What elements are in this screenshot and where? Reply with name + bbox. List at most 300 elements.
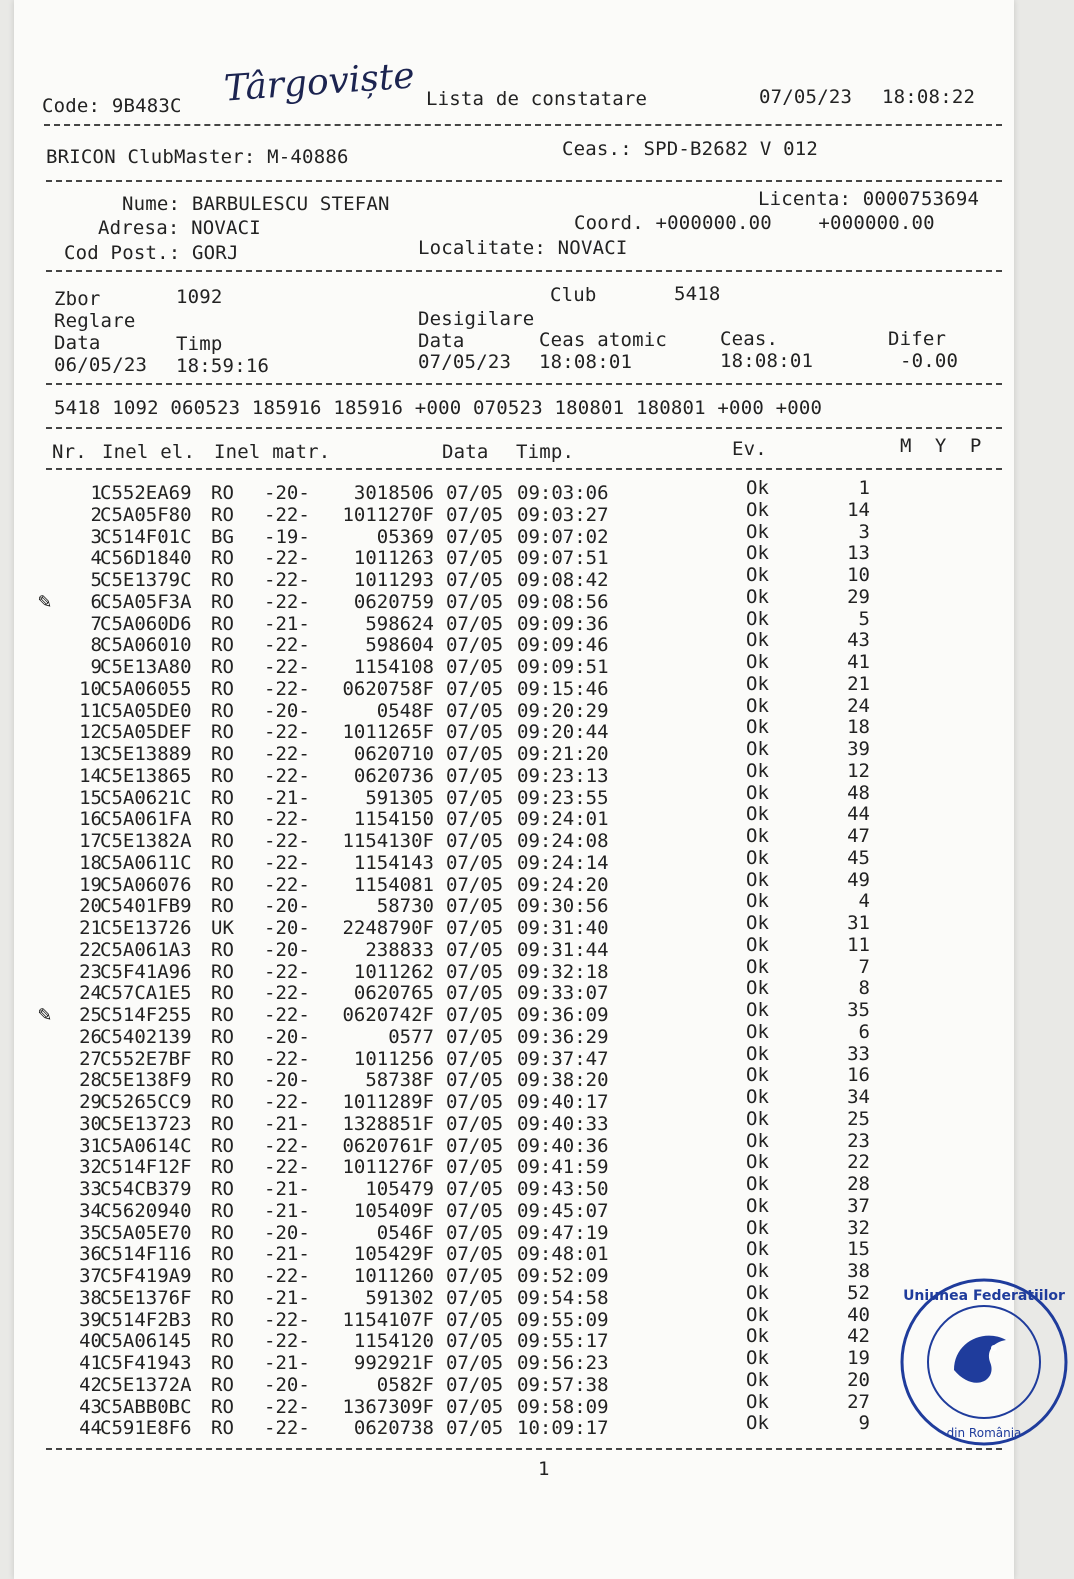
cell-inel-el: C5F41A96 (100, 960, 192, 983)
cell-inel-el: C5401FB9 (100, 895, 192, 918)
cell-nr: 8 (90, 634, 102, 657)
difference-value: -0.00 (900, 350, 959, 372)
cell-nr: 16 (79, 808, 102, 831)
cell-inel-matr: 0620761F (342, 1134, 434, 1157)
cell-inel-el: C54CB379 (100, 1178, 192, 1200)
cell-inel-el: C552E7BF (100, 1047, 192, 1070)
cell-country: RO (211, 1395, 234, 1418)
cell-position: 4 (858, 890, 870, 913)
cell-time: 09:08:56 (517, 590, 609, 613)
cell-position: 49 (847, 868, 870, 891)
divider (46, 1448, 1002, 1450)
cell-time: 09:37:47 (517, 1047, 609, 1070)
cell-inel-el: C5620940 (100, 1199, 192, 1222)
cell-position: 15 (847, 1238, 870, 1261)
reglare-data-label: Data (54, 332, 101, 354)
cell-position: 7 (858, 955, 870, 978)
cell-country: RO (211, 808, 234, 831)
cell-country: RO (211, 938, 234, 961)
cell-nr: 14 (79, 764, 102, 787)
cell-inel-matr: 3018506 (353, 482, 434, 504)
cell-country: RO (211, 482, 234, 504)
cell-inel-matr: 992921F (353, 1352, 434, 1374)
cell-inel-matr: 591305 (365, 786, 434, 809)
summary-line: 5418 1092 060523 185916 185916 +000 070523 180801 180801 +000 +000 (54, 397, 823, 419)
cell-nr: 7 (90, 612, 102, 635)
cell-position: 28 (847, 1173, 870, 1195)
cell-position: 25 (847, 1107, 870, 1130)
cell-nr: 5 (90, 569, 102, 591)
cell-inel-matr: 0620738 (353, 1417, 434, 1440)
cell-date: 07/05 (446, 525, 504, 548)
cell-time: 09:45:07 (517, 1199, 609, 1222)
cell-year: -22- (264, 1156, 310, 1179)
cell-year: -20- (264, 917, 310, 939)
cell-date: 07/05 (446, 590, 504, 613)
cell-country: RO (211, 1417, 234, 1440)
cell-event: Ok (746, 542, 769, 565)
cell-inel-el: C5402139 (100, 1025, 192, 1048)
cell-position: 24 (847, 694, 870, 717)
cell-inel-el: C514F2B3 (100, 1308, 192, 1331)
cell-time: 09:40:17 (517, 1091, 609, 1113)
cell-year: -22- (264, 721, 310, 744)
cell-inel-matr: 105479 (365, 1178, 434, 1200)
cell-position: 27 (847, 1390, 870, 1413)
cell-nr: 22 (79, 938, 102, 961)
cell-nr: 38 (79, 1286, 102, 1309)
cell-inel-el: C5A05DE0 (100, 699, 192, 722)
cell-event: Ok (746, 846, 769, 869)
cell-inel-matr: 1011260 (353, 1265, 434, 1287)
cell-date: 07/05 (446, 743, 504, 765)
cell-inel-el: C5A06076 (100, 873, 192, 896)
cell-inel-el: C552EA69 (100, 482, 192, 504)
cell-position: 6 (858, 1020, 870, 1043)
cell-position: 11 (847, 933, 870, 956)
cell-time: 09:03:27 (517, 503, 609, 526)
cell-date: 07/05 (446, 1156, 504, 1179)
cell-position: 22 (847, 1151, 870, 1174)
cell-nr: 42 (79, 1373, 102, 1396)
cell-country: RO (211, 895, 234, 918)
cell-position: 40 (847, 1303, 870, 1326)
cell-country: RO (211, 1352, 234, 1374)
zbor-label: Zbor (54, 288, 101, 310)
cell-date: 07/05 (446, 1047, 504, 1070)
cell-year: -21- (264, 1112, 310, 1135)
cell-year: -22- (264, 851, 310, 874)
cell-country: RO (211, 569, 234, 591)
cell-event: Ok (746, 1260, 769, 1282)
cell-nr: 24 (79, 982, 102, 1005)
cell-nr: 29 (79, 1091, 102, 1113)
divider (46, 427, 1002, 429)
cell-year: -22- (264, 677, 310, 700)
cell-time: 09:23:13 (517, 764, 609, 787)
cell-event: Ok (746, 716, 769, 739)
cell-time: 09:47:19 (517, 1221, 609, 1244)
cell-nr: 36 (79, 1243, 102, 1266)
cell-inel-matr: 1154081 (353, 873, 434, 896)
cell-country: RO (211, 1265, 234, 1287)
cell-country: RO (211, 656, 234, 678)
cell-time: 09:24:01 (517, 808, 609, 831)
cell-nr: 9 (90, 656, 102, 678)
cell-date: 07/05 (446, 1243, 504, 1266)
cell-inel-el: C5A06145 (100, 1330, 192, 1353)
cell-event: Ok (746, 564, 769, 586)
cell-time: 09:09:46 (517, 634, 609, 657)
document-title: Lista de constatare (426, 88, 648, 110)
cell-inel-el: C5E13889 (100, 743, 192, 765)
cell-position: 38 (847, 1260, 870, 1282)
cell-country: RO (211, 1004, 234, 1026)
cell-date: 07/05 (446, 1178, 504, 1200)
cell-time: 09:21:20 (517, 743, 609, 765)
cell-year: -22- (264, 547, 310, 570)
cell-date: 07/05 (446, 808, 504, 831)
cell-time: 09:08:42 (517, 569, 609, 591)
cell-inel-matr: 0620736 (353, 764, 434, 787)
cell-year: -21- (264, 1178, 310, 1200)
cell-inel-matr: 0546F (376, 1221, 434, 1244)
cell-inel-el: C5A0621C (100, 786, 192, 809)
cell-event: Ok (746, 477, 769, 499)
cell-nr: 34 (79, 1199, 102, 1222)
cell-year: -22- (264, 1004, 310, 1026)
cell-year: -22- (264, 590, 310, 613)
cell-position: 3 (858, 520, 870, 543)
code-label: Code: 9B483C (42, 95, 182, 117)
cell-inel-matr: 598604 (365, 634, 434, 657)
cell-year: -22- (264, 808, 310, 831)
cell-time: 09:24:20 (517, 873, 609, 896)
cell-inel-matr: 0620759 (353, 590, 434, 613)
cell-date: 07/05 (446, 612, 504, 635)
cell-inel-el: C5E1382A (100, 830, 192, 852)
cell-inel-matr: 0548F (376, 699, 434, 722)
club-label: Club (550, 284, 597, 306)
cell-position: 35 (847, 999, 870, 1021)
clock-time: 18:08:01 (720, 350, 814, 372)
cell-event: Ok (746, 759, 769, 782)
cell-time: 09:09:36 (517, 612, 609, 635)
cell-inel-el: C5A05E70 (100, 1221, 192, 1244)
cell-year: -20- (264, 1373, 310, 1396)
cell-nr: 15 (79, 786, 102, 809)
cell-country: RO (211, 1091, 234, 1113)
divider (46, 270, 1002, 272)
cell-date: 07/05 (446, 764, 504, 787)
cell-inel-matr: 1154143 (353, 851, 434, 874)
cell-event: Ok (746, 1194, 769, 1217)
cell-date: 07/05 (446, 830, 504, 852)
cell-year: -20- (264, 482, 310, 504)
cell-time: 09:07:51 (517, 547, 609, 570)
cell-event: Ok (746, 977, 769, 1000)
cell-country: RO (211, 851, 234, 874)
cell-country: RO (211, 1243, 234, 1266)
cell-time: 09:31:44 (517, 938, 609, 961)
cell-inel-el: C56D1840 (100, 547, 192, 570)
cell-nr: 2 (90, 503, 102, 526)
cell-position: 10 (847, 564, 870, 586)
cell-date: 07/05 (446, 1286, 504, 1309)
cell-year: -21- (264, 786, 310, 809)
cell-date: 07/05 (446, 982, 504, 1005)
cell-country: RO (211, 1308, 234, 1331)
clock-id: Ceas.: SPD-B2682 V 012 (562, 138, 819, 160)
cell-event: Ok (746, 1129, 769, 1152)
print-date: 07/05/23 (759, 86, 853, 108)
cell-date: 07/05 (446, 677, 504, 700)
cell-date: 07/05 (446, 1373, 504, 1396)
cell-year: -20- (264, 938, 310, 961)
cell-country: RO (211, 634, 234, 657)
cell-inel-matr: 1154108 (353, 656, 434, 678)
cell-position: 42 (847, 1325, 870, 1348)
cell-year: -22- (264, 1265, 310, 1287)
cell-time: 09:56:23 (517, 1352, 609, 1374)
cell-inel-matr: 105409F (353, 1199, 434, 1222)
cell-time: 09:36:29 (517, 1025, 609, 1048)
desig-data-label: Data (418, 330, 465, 352)
cell-date: 07/05 (446, 634, 504, 657)
cell-date: 07/05 (446, 917, 504, 939)
cell-inel-matr: 1011276F (342, 1156, 434, 1179)
cell-inel-el: C5A05F3A (100, 590, 192, 613)
cell-nr: 19 (79, 873, 102, 896)
cell-inel-matr: 1154107F (342, 1308, 434, 1331)
col-inel-el: Inel el. (102, 441, 196, 463)
cell-time: 09:31:40 (517, 917, 609, 939)
difference-label: Difer (888, 328, 947, 350)
cell-event: Ok (746, 629, 769, 652)
club-value: 5418 (674, 283, 721, 305)
cell-position: 44 (847, 803, 870, 826)
cell-time: 09:48:01 (517, 1243, 609, 1266)
cell-time: 09:20:44 (517, 721, 609, 744)
cell-year: -22- (264, 960, 310, 983)
cell-position: 41 (847, 651, 870, 673)
cell-inel-el: C5265CC9 (100, 1091, 192, 1113)
divider (46, 383, 1002, 385)
cell-country: RO (211, 786, 234, 809)
cell-country: RO (211, 721, 234, 744)
cell-event: Ok (746, 1042, 769, 1065)
cell-year: -20- (264, 1025, 310, 1048)
pen-mark-icon: ✎ (38, 1002, 52, 1027)
cell-position: 19 (847, 1347, 870, 1369)
cell-event: Ok (746, 1238, 769, 1261)
cell-year: -21- (264, 1199, 310, 1222)
cell-year: -22- (264, 1330, 310, 1353)
cell-year: -22- (264, 764, 310, 787)
cell-position: 9 (858, 1412, 870, 1435)
cell-inel-el: C5E1372A (100, 1373, 192, 1396)
cell-date: 07/05 (446, 895, 504, 918)
cell-date: 07/05 (446, 1265, 504, 1287)
cell-nr: 31 (79, 1134, 102, 1157)
cell-event: Ok (746, 498, 769, 521)
cell-event: Ok (746, 1281, 769, 1304)
cell-position: 14 (847, 498, 870, 521)
cell-nr: 11 (79, 699, 102, 722)
cell-year: -22- (264, 1308, 310, 1331)
printout-page (14, 0, 1065, 1579)
cell-time: 09:57:38 (517, 1373, 609, 1396)
svg-text:din România: din România (946, 1426, 1022, 1440)
cell-date: 07/05 (446, 1221, 504, 1244)
cell-time: 09:24:14 (517, 851, 609, 874)
cell-nr: 35 (79, 1221, 102, 1244)
cell-country: RO (211, 699, 234, 722)
cell-position: 37 (847, 1194, 870, 1217)
cell-inel-matr: 58738F (365, 1069, 434, 1092)
cell-year: -22- (264, 1091, 310, 1113)
cell-year: -22- (264, 1047, 310, 1070)
cell-event: Ok (746, 694, 769, 717)
cell-year: -20- (264, 699, 310, 722)
cell-country: BG (211, 525, 234, 548)
cell-event: Ok (746, 890, 769, 913)
postal-code: Cod Post.: GORJ (64, 242, 239, 264)
cell-inel-matr: 0620742F (342, 1004, 434, 1026)
pen-mark-icon: ✎ (38, 588, 52, 614)
cell-inel-matr: 1011289F (342, 1091, 434, 1113)
col-myp: M Y P (900, 435, 982, 457)
cell-inel-matr: 1011265F (342, 721, 434, 744)
cell-nr: 44 (79, 1417, 102, 1440)
cell-date: 07/05 (446, 721, 504, 744)
cell-time: 09:40:33 (517, 1112, 609, 1135)
cell-country: RO (211, 1156, 234, 1179)
cell-event: Ok (746, 1173, 769, 1195)
cell-date: 07/05 (446, 1199, 504, 1222)
cell-date: 07/05 (446, 1134, 504, 1157)
cell-position: 52 (847, 1281, 870, 1304)
cell-country: RO (211, 743, 234, 765)
cell-time: 09:20:29 (517, 699, 609, 722)
cell-year: -22- (264, 743, 310, 765)
cell-event: Ok (746, 781, 769, 804)
clock-label: Ceas. (720, 328, 779, 350)
divider (46, 180, 1002, 182)
cell-country: RO (211, 503, 234, 526)
cell-event: Ok (746, 1412, 769, 1435)
cell-year: -22- (264, 503, 310, 526)
cell-year: -20- (264, 1221, 310, 1244)
cell-event: Ok (746, 672, 769, 695)
desig-date: 07/05/23 (418, 351, 512, 373)
cell-event: Ok (746, 912, 769, 934)
cell-inel-matr: 1011256 (353, 1047, 434, 1070)
cell-inel-matr: 1367309F (342, 1395, 434, 1418)
cell-inel-matr: 1154130F (342, 830, 434, 852)
cell-inel-matr: 1011263 (353, 547, 434, 570)
cell-event: Ok (746, 825, 769, 847)
cell-inel-el: C5A061A3 (100, 938, 192, 961)
cell-inel-matr: 58730 (376, 895, 434, 918)
cell-inel-matr: 591302 (365, 1286, 434, 1309)
cell-inel-matr: 1154150 (353, 808, 434, 831)
cell-inel-matr: 598624 (365, 612, 434, 635)
cell-inel-matr: 1011270F (342, 503, 434, 526)
cell-time: 09:41:59 (517, 1156, 609, 1179)
cell-event: Ok (746, 1325, 769, 1348)
cell-time: 10:09:17 (517, 1417, 609, 1440)
cell-country: RO (211, 1199, 234, 1222)
cell-event: Ok (746, 651, 769, 673)
cell-year: -21- (264, 1286, 310, 1309)
owner-address: Adresa: NOVACI (98, 217, 261, 239)
cell-nr: 37 (79, 1265, 102, 1287)
cell-event: Ok (746, 1216, 769, 1239)
cell-event: Ok (746, 738, 769, 760)
cell-year: -22- (264, 873, 310, 896)
cell-date: 07/05 (446, 1112, 504, 1135)
cell-event: Ok (746, 1303, 769, 1326)
cell-year: -21- (264, 1243, 310, 1266)
cell-event: Ok (746, 520, 769, 543)
col-data: Data (442, 441, 489, 463)
cell-country: RO (211, 590, 234, 613)
cell-time: 09:55:17 (517, 1330, 609, 1353)
cell-year: -21- (264, 612, 310, 635)
cell-inel-matr: 0577 (388, 1025, 434, 1048)
cell-date: 07/05 (446, 960, 504, 983)
cell-inel-matr: 0620758F (342, 677, 434, 700)
cell-country: RO (211, 960, 234, 983)
cell-date: 07/05 (446, 1025, 504, 1048)
cell-time: 09:24:08 (517, 830, 609, 852)
cell-inel-matr: 2248790F (342, 917, 434, 939)
cell-time: 09:32:18 (517, 960, 609, 983)
cell-year: -22- (264, 634, 310, 657)
cell-nr: 39 (79, 1308, 102, 1331)
cell-inel-el: C5A061FA (100, 808, 192, 831)
cell-position: 39 (847, 738, 870, 760)
cell-date: 07/05 (446, 1091, 504, 1113)
cell-date: 07/05 (446, 938, 504, 961)
cell-country: RO (211, 830, 234, 852)
cell-inel-matr: 1154120 (353, 1330, 434, 1353)
cell-inel-el: C5A06010 (100, 634, 192, 657)
cell-inel-el: C5E13723 (100, 1112, 192, 1135)
cell-inel-matr: 05369 (376, 525, 434, 548)
cell-inel-el: C514F01C (100, 525, 192, 548)
cell-nr: 1 (90, 482, 102, 504)
cell-inel-el: C5E1379C (100, 569, 192, 591)
col-nr: Nr. (52, 441, 87, 463)
cell-country: UK (211, 917, 234, 939)
cell-nr: 13 (79, 743, 102, 765)
cell-inel-el: C5A05DEF (100, 721, 192, 744)
cell-time: 09:52:09 (517, 1265, 609, 1287)
cell-year: -22- (264, 569, 310, 591)
atomic-clock-time: 18:08:01 (539, 351, 633, 373)
cell-nr: 20 (79, 895, 102, 918)
cell-country: RO (211, 1286, 234, 1309)
cell-nr: 41 (79, 1352, 102, 1374)
cell-event: Ok (746, 1107, 769, 1130)
cell-inel-el: C5A0614C (100, 1134, 192, 1157)
cell-position: 32 (847, 1216, 870, 1239)
club-stamp (894, 1272, 1065, 1452)
cell-position: 48 (847, 781, 870, 804)
cell-date: 07/05 (446, 1308, 504, 1331)
